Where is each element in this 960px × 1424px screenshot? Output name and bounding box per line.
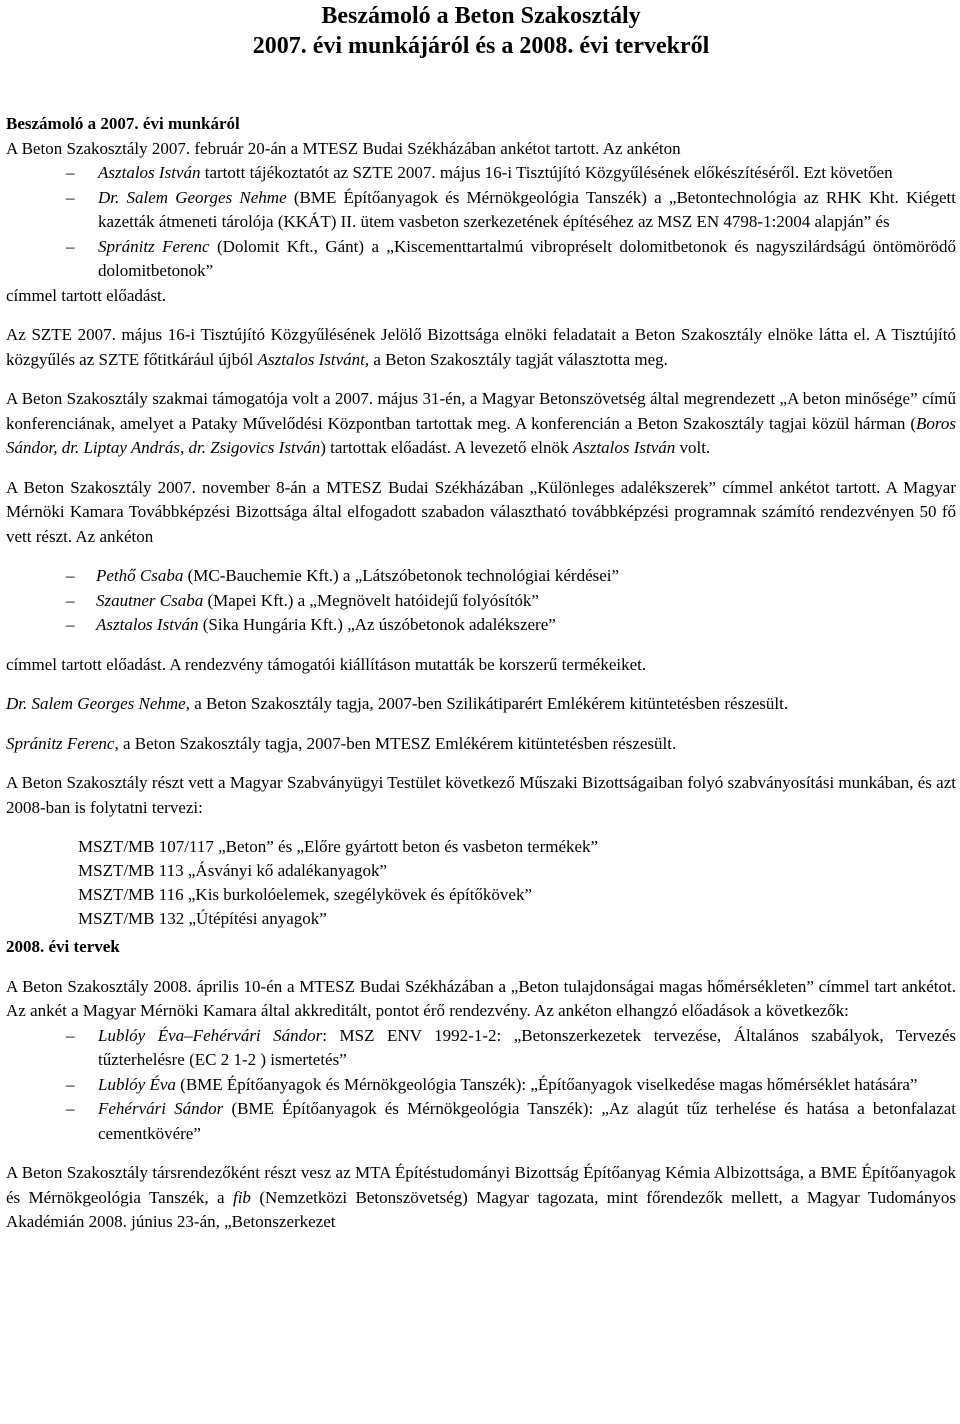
paragraph-standards-work: A Beton Szakosztály részt vett a Magyar Szabványügyi Testület következő Műszaki Bizottságaiban folyó szabványosítási munkában, és azt 2008-ban is folytatni tervezi: — [6, 773, 956, 817]
speaker-name: Szautner Csaba — [96, 590, 204, 610]
speaker-name: Dr. Salem Georges Nehme — [98, 187, 287, 207]
paragraph-szte: Az SZTE 2007. május 16-i Tisztújító Közgyűlésének Jelölő Bizottsága elnöki feladatait a Beton Szakosztály elnöke látta el. A Tisztújító közgyűlés az SZTE főtitkárául újból Asztalos Istvánt, a Beton Szakosztály tagját választotta meg. — [6, 325, 956, 369]
speaker-name: Asztalos István — [98, 163, 201, 182]
paragraph-spranitz-award: Spránitz Ferenc, a Beton Szakosztály tagja, 2007-ben MTESZ Emlékérem kitüntetésben részesült. — [6, 733, 677, 753]
paragraph-april-anket: A Beton Szakosztály 2008. április 10-én a MTESZ Budai Székházában a „Beton tulajdonságai magas hőmérsékleten” címmel tart ankétot. Az ankét a Magyar Mérnöki Kamara által akkreditált, pontot érő rendezvény. Az ankéton elhangzó előadások a következők: — [6, 976, 956, 1020]
list-item: – Pethő Csaba (MC-Bauchemie Kft.) a „Látszóbetonok technológiai kérdései” — [6, 564, 956, 589]
list-item: MSZT/MB 107/117 „Beton” és „Előre gyártott beton és vasbeton termékek” — [78, 837, 599, 856]
list-item: MSZT/MB 132 „Útépítési anyagok” — [78, 909, 327, 928]
april-speaker-list — [6, 1024, 956, 1147]
february-closing: címmel tartott előadást. — [6, 285, 167, 305]
paragraph-conference-support: A Beton Szakosztály szakmai támogatója volt a 2007. május 31-én, a Magyar Betonszövetség által megrendezett „A beton minősége” című konferenciának, amelyet a Pataky Művelődési Központban tartottak meg. A konferencián a Beton Szakosztály tagjai közül hárman (Boros Sándor, dr. Liptay András, dr. Zsigovics István) tartottak előadást. A levezető elnök Asztalos István volt. — [6, 389, 956, 457]
paragraph-joint-organizer: A Beton Szakosztály társrendezőként részt vesz az MTA Építéstudományi Bizottság Építőanyag Kémia Albizottsága, a BME Építőanyagok és Mérnökgeológia Tanszék, a fib (Nemzetközi Betonszövetség) Magyar tagozata, mint főrendezők mellett, a Magyar Tudományos Akadémián 2008. június 23-án, „Betonszerkezet — [6, 1163, 956, 1231]
november-speaker-list — [6, 564, 956, 638]
title-line-1: Beszámoló a Beton Szakosztály — [321, 3, 641, 29]
list-item: – Lublóy Éva (BME Építőanyagok és Mérnökgeológia Tanszék): „Építőanyagok viselkedése magas hőmérséklet hatására” — [6, 1073, 956, 1098]
list-item: – Lublóy Éva–Fehérvári Sándor: MSZ ENV 1992-1-2: „Betonszerkezetek tervezése, Általános szabályok, Tervezés tűzterhelésre (EC 2 1-2 ) ismertetés” — [6, 1024, 956, 1073]
list-item: MSZT/MB 116 „Kis burkolóelemek, szegélykövek és építőkövek” — [78, 885, 533, 904]
list-item: – Asztalos István (Sika Hungária Kft.) „Az úszóbetonok adalékszere” — [6, 613, 956, 638]
speaker-name: Asztalos István — [96, 615, 199, 634]
list-item: – Dr. Salem Georges Nehme (BME Építőanyagok és Mérnökgeológia Tanszék) a „Betontechnológia az RHK Kht. Kiégett kazetták átmeneti tárolója (KKÁT) II. ütem vasbeton szerkezetének építéséhez az MSZ EN 4798-1:2004 alapján” és — [6, 186, 956, 235]
speaker-name: Pethő Csaba — [96, 566, 184, 585]
document-title — [6, 0, 956, 62]
november-closing: címmel tartott előadást. A rendezvény támogatói kiállításon mutatták be korszerű termékeiket. — [6, 654, 647, 674]
section-heading-2007: Beszámoló a 2007. évi munkáról — [6, 114, 240, 133]
list-item: – Fehérvári Sándor (BME Építőanyagok és Mérnökgeológia Tanszék): „Az alagút tűz terhelése és hatása a betonfalazat cementkövére” — [6, 1097, 956, 1146]
speaker-name: Fehérvári Sándor — [98, 1099, 224, 1118]
list-item: – Spránitz Ferenc (Dolomit Kft., Gánt) a „Kiscementtartalmú vibropréselt dolomitbetonok és nagyszilárdságú öntömörödő dolomitbetonok” — [6, 235, 956, 284]
speaker-name: Lublóy Éva — [98, 1074, 176, 1094]
document-page — [6, 0, 956, 1235]
section-heading-2008: 2008. évi tervek — [6, 937, 120, 956]
standards-committee-list — [6, 835, 956, 931]
list-item: – Szautner Csaba (Mapei Kft.) a „Megnövelt hatóidejű folyósítók” — [6, 589, 956, 614]
paragraph-november-anket: A Beton Szakosztály 2007. november 8-án a MTESZ Budai Székházában „Különleges adalékszerek” címmel ankétot tartott. A Magyar Mérnöki Kamara Továbbképzési Bizottsága által elfogadott szabadon választható továbbképzési programnak számító rendezvényen 50 fő vett részt. Az ankéton — [6, 477, 956, 546]
speaker-name: Lublóy Éva–Fehérvári Sándor — [98, 1025, 323, 1045]
february-speaker-list — [6, 161, 956, 284]
paragraph-february-anket: A Beton Szakosztály 2007. február 20-án a MTESZ Budai Székházában ankétot tartott. Az ankéton — [6, 138, 681, 158]
paragraph-salem-award: Dr. Salem Georges Nehme, a Beton Szakosztály tagja, 2007-ben Szilikátiparért Emlékérem kitüntetésben részesült. — [6, 694, 789, 713]
list-item: – Asztalos István tartott tájékoztatót az SZTE 2007. május 16-i Tisztújító Közgyűlésének előkészítéséről. Ezt követően — [6, 161, 956, 186]
title-line-2: 2007. évi munkájáról és a 2008. évi tervekről — [252, 33, 710, 59]
list-item: MSZT/MB 113 „Ásványi kő adalékanyagok” — [78, 861, 388, 880]
speaker-name: Spránitz Ferenc — [98, 236, 210, 256]
